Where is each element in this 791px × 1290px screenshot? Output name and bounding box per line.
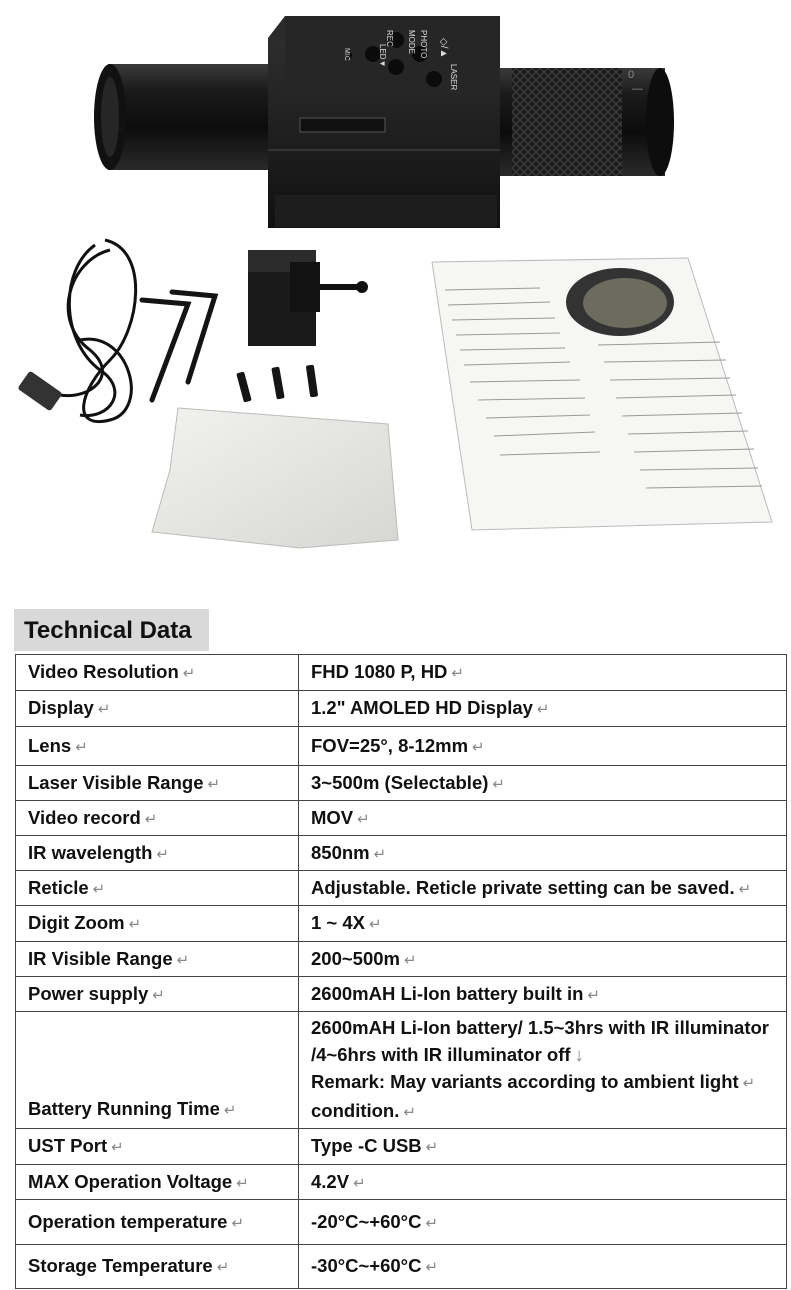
spec-value: 4.2V [311,1170,350,1192]
spec-value: 2600mAH Li-Ion battery built in [311,982,584,1004]
table-row: Display ↵ 1.2" AMOLED HD Display ↵ [16,691,787,727]
table-row: Operation temperature ↵ -20°C~+60°C ↵ [16,1200,787,1245]
spec-key: Video record [28,806,141,828]
table-row: Storage Temperature ↵ -30°C~+60°C ↵ [16,1245,787,1289]
device-label-photo: PHOTO [419,30,428,59]
spec-key: Display [28,697,94,718]
spec-value: Type -C USB [311,1135,422,1156]
spec-key: Operation temperature [28,1210,228,1232]
table-row: Reticle ↵ Adjustable. Reticle private setting can be saved. ↵ [16,871,787,906]
table-row: Laser Visible Range ↵ 3~500m (Selectable) ↵ [16,766,787,801]
spec-key: Power supply [28,982,149,1004]
spec-value: Adjustable. Reticle private setting can be saved. [311,876,735,898]
table-row: Battery Running Time ↵ 2600mAH Li-Ion battery/ 1.5~3hrs with IR illuminator /4~6hrs with IR illuminator off ↓ Remark: May variants according to ambient light ↵ condition. ↵ [16,1012,787,1129]
table-row: MAX Operation Voltage ↵ 4.2V ↵ [16,1165,787,1200]
device-label-led: LED▼ [378,44,387,68]
spec-key: Video Resolution [28,661,179,682]
spec-key: IR Visible Range [28,947,173,969]
spec-value: 3~500m (Selectable) [311,771,489,793]
spec-value: FOV=25°, 8-12mm [311,734,469,756]
technical-data-heading: Technical Data [14,609,209,651]
down-arrow-icon: ↓ [574,1044,584,1065]
table-row: IR Visible Range ↵ 200~500m ↵ [16,942,787,977]
night-vision-device [94,16,674,228]
table-row: Video Resolution ↵ FHD 1080 P, HD ↵ [16,655,787,691]
spec-key: UST Port [28,1135,108,1156]
spec-value-line: 2600mAH Li-Ion battery/ 1.5~3hrs with IR illuminator [311,1017,769,1038]
device-label-mic: MIC [343,48,350,61]
usb-plug [17,371,62,412]
svg-text:—: — [632,83,643,95]
spec-value: FHD 1080 P, HD [311,661,448,682]
table-row: IR wavelength ↵ 850nm ↵ [16,836,787,871]
spec-key: Lens [28,734,72,756]
spec-value: 1.2" AMOLED HD Display [311,697,533,718]
spec-value: 200~500m [311,947,400,969]
table-row: Lens ↵ FOV=25°, 8-12mm ↵ [16,727,787,766]
spec-table [15,654,787,1289]
spec-key: Storage Temperature [28,1255,213,1276]
product-photo [0,0,791,600]
device-label-mode: MODE [407,30,416,54]
table-row: Power supply ↵ 2600mAH Li-Ion battery built in ↵ [16,977,787,1012]
spec-value-line: Remark: May variants according to ambient light [311,1071,739,1092]
spec-key: Digit Zoom [28,912,125,933]
spec-value: MOV [311,806,354,828]
spec-value: -20°C~+60°C [311,1210,422,1232]
screws [236,365,318,403]
device-label-rec: REC [385,30,394,47]
spec-value-line: condition. [311,1100,400,1121]
device-label-laser: LASER [449,64,458,91]
spec-key: IR wavelength [28,841,153,863]
allen-keys [142,292,215,400]
device-label-mode-up: ◇/▲ [438,38,449,59]
spec-key: Battery Running Time [28,1098,220,1119]
spec-value-line: /4~6hrs with IR illuminator off [311,1044,571,1065]
picatinny-mount [248,250,368,346]
spec-key: Laser Visible Range [28,771,204,793]
table-row: Video record ↵ MOV ↵ [16,801,787,836]
spec-key: MAX Operation Voltage [28,1170,233,1192]
usb-cable [60,240,136,422]
spec-value: 850nm [311,841,370,863]
table-row: Digit Zoom ↵ 1 ~ 4X ↵ [16,906,787,942]
table-row: UST Port ↵ Type -C USB ↵ [16,1129,787,1165]
spec-key: Reticle [28,876,89,898]
cleaning-cloth [152,408,398,548]
spec-value: 1 ~ 4X [311,912,366,933]
user-manual [432,258,772,530]
spec-value: -30°C~+60°C [311,1255,422,1276]
svg-text:0: 0 [628,69,635,81]
